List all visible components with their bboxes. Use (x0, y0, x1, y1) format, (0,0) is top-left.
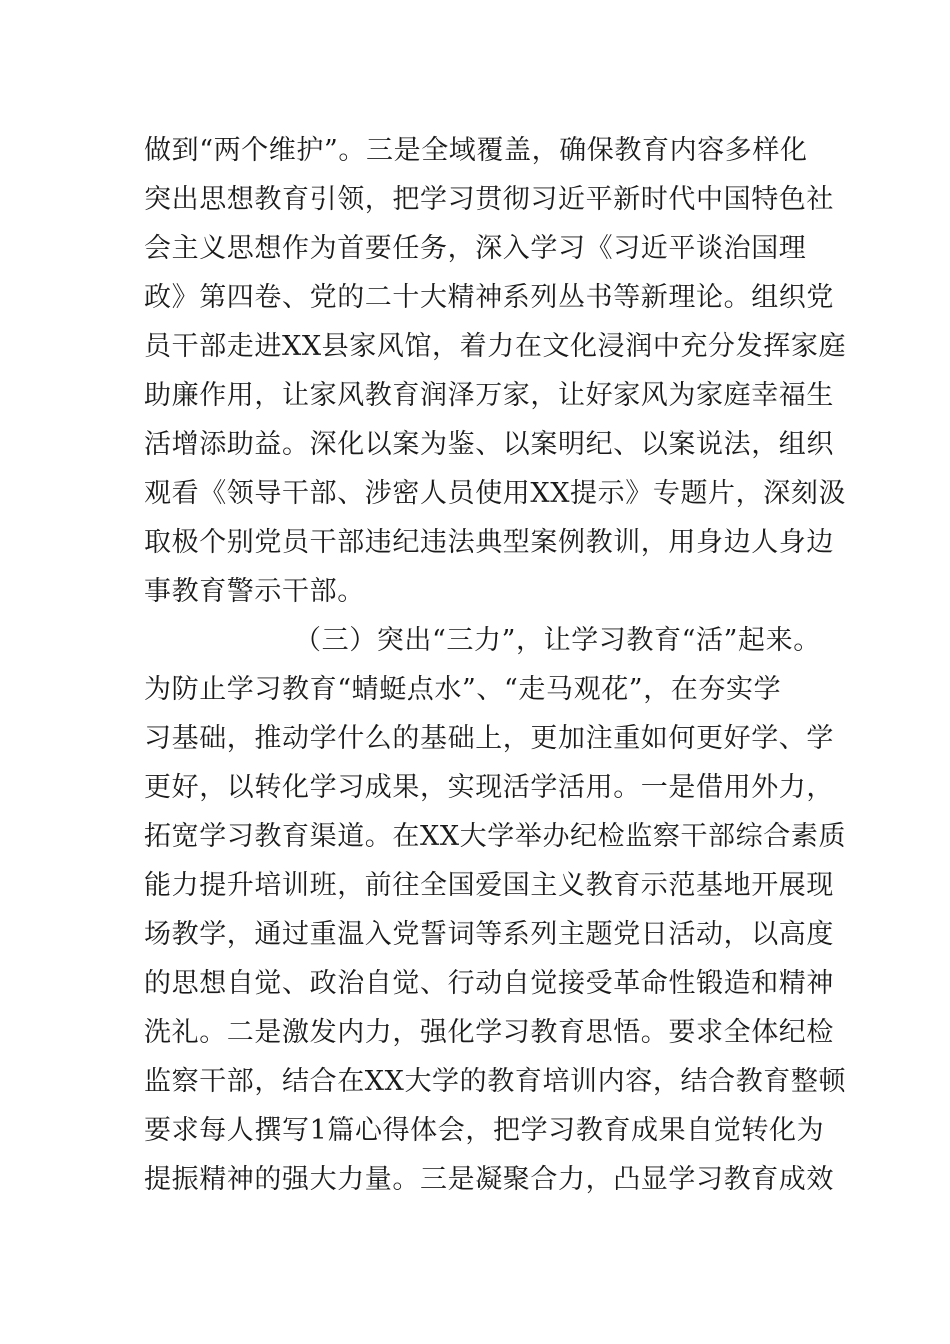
paragraph-line: 突出思想教育引领，把学习贯彻习近平新时代中国特色社 (144, 184, 834, 215)
paragraph-line: 会主义思想作为首要任务，深入学习《习近平谈治国理 (144, 233, 807, 264)
paragraph-line: 场教学，通过重温入党誓词等系列主题党日活动，以高度 (144, 919, 834, 950)
paragraph-line: 能力提升培训班，前往全国爱国主义教育示范基地开展现 (144, 870, 834, 901)
paragraph-line: 事教育警示干部。 (144, 576, 365, 607)
paragraph-line: 监察干部，结合在XX大学的教育培训内容，结合教育整顿 (144, 1066, 847, 1097)
section-heading: （三）突出“三力”，让学习教育“活”起来。 (294, 625, 821, 656)
paragraph-line: 拓宽学习教育渠道。在XX大学举办纪检监察干部综合素质 (144, 821, 847, 852)
paragraph-line: 助廉作用，让家风教育润泽万家，让好家风为家庭幸福生 (144, 380, 834, 411)
paragraph-line: 为防止学习教育“蜻蜓点水”、“走马观花”，在夯实学 (144, 674, 782, 705)
paragraph-line: 活增添助益。深化以案为鉴、以案明纪、以案说法，组织 (144, 429, 834, 460)
paragraph-line: 取极个别党员干部违纪违法典型案例教训，用身边人身边 (144, 527, 834, 558)
paragraph-line: 做到“两个维护”。三是全域覆盖，确保教育内容多样化 (144, 135, 808, 166)
paragraph-line: 政》第四卷、党的二十大精神系列丛书等新理论。组织党 (144, 282, 834, 313)
paragraph-line: 观看《领导干部、涉密人员使用XX提示》专题片，深刻汲 (144, 478, 847, 509)
paragraph-line: 的思想自觉、政治自觉、行动自觉接受革命性锻造和精神 (144, 968, 834, 999)
paragraph-line: 更好，以转化学习成果，实现活学活用。一是借用外力， (144, 772, 834, 803)
paragraph-line: 习基础，推动学什么的基础上，更加注重如何更好学、学 (144, 723, 834, 754)
paragraph-line: 员干部走进XX县家风馆，着力在文化浸润中充分发挥家庭 (144, 331, 847, 362)
paragraph-line: 洗礼。二是激发内力，强化学习教育思悟。要求全体纪检 (144, 1017, 834, 1048)
paragraph-line: 提振精神的强大力量。三是凝聚合力，凸显学习教育成效 (144, 1164, 834, 1195)
paragraph-line: 要求每人撰写1篇心得体会，把学习教育成果自觉转化为 (144, 1115, 825, 1146)
